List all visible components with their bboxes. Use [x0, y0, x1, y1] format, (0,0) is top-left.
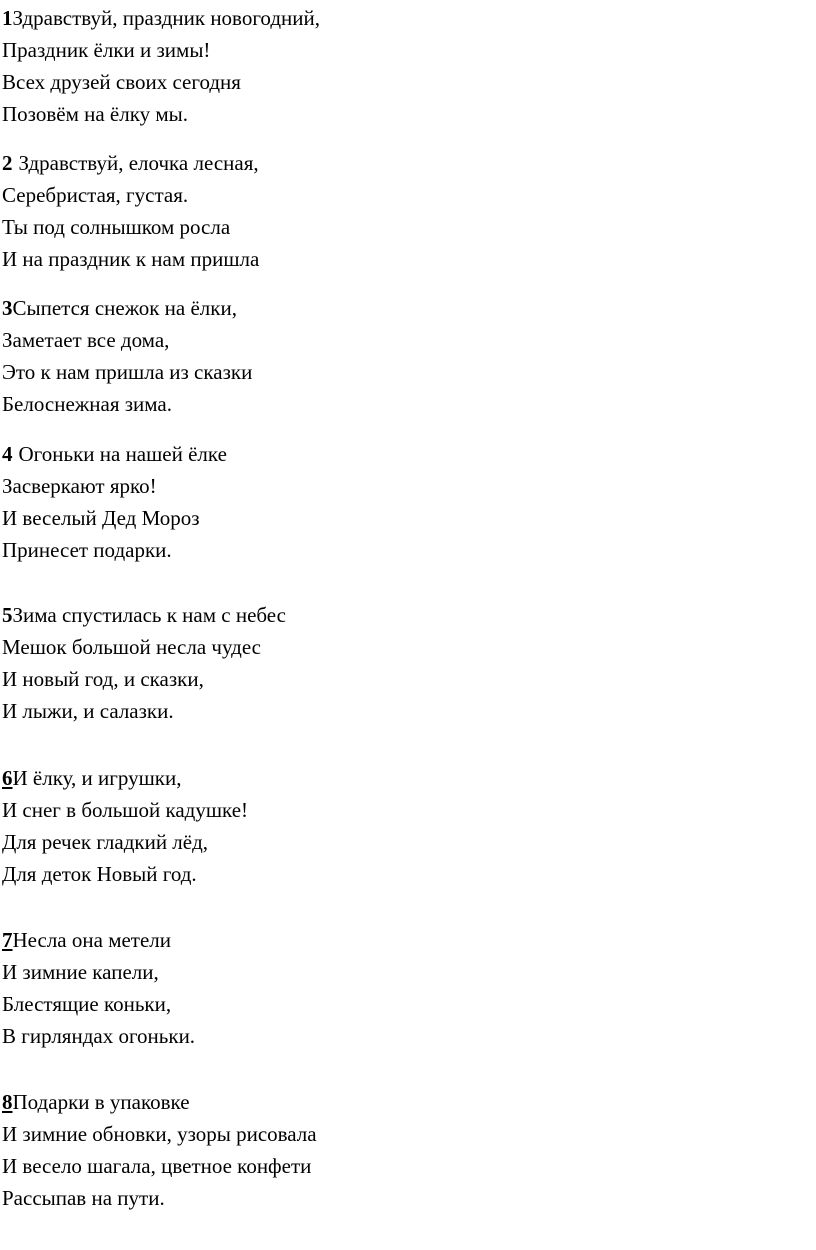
stanza-line: И лыжи, и салазки. — [2, 699, 174, 723]
stanza-line: Заметает все дома, — [2, 328, 170, 352]
stanza-4 — [2, 438, 802, 566]
stanza-line — [2, 292, 802, 324]
stanza-line: И зимние обновки, узоры рисовала — [2, 1122, 317, 1146]
stanza-number: 7 — [2, 928, 13, 952]
stanza-line: И зимние капели, — [2, 960, 159, 984]
stanza-number: 1 — [2, 6, 13, 30]
stanza-line: Блестящие коньки, — [2, 992, 172, 1016]
stanza-line: И снег в большой кадушке! — [2, 798, 249, 822]
stanza-1 — [2, 2, 802, 130]
stanza-line: Ты под солнышком росла — [2, 215, 231, 239]
stanza-6 — [2, 762, 802, 890]
stanza-line — [2, 2, 802, 34]
stanza-line — [2, 762, 802, 794]
stanza-line — [2, 924, 802, 956]
stanza-line — [2, 1086, 802, 1118]
stanza-number: 8 — [2, 1090, 13, 1114]
line-text: Сыпется снежок на ёлки, — [12, 296, 237, 320]
stanza-line: И на праздник к нам пришла — [2, 247, 260, 271]
stanza-number: 5 — [2, 603, 13, 627]
stanza-line — [2, 599, 802, 631]
stanza-line — [2, 147, 802, 179]
stanza-line: Принесет подарки. — [2, 538, 172, 562]
stanza-line: Серебристая, густая. — [2, 183, 189, 207]
line-text: Огоньки на нашей ёлке — [18, 442, 227, 466]
stanza-line: И весело шагала, цветное конфети — [2, 1154, 312, 1178]
stanza-line: Всех друзей своих сегодня — [2, 70, 241, 94]
stanza-line: И веселый Дед Мороз — [2, 506, 200, 530]
stanza-line: Засверкают ярко! — [2, 474, 157, 498]
stanza-5 — [2, 599, 802, 727]
stanza-line: Позовём на ёлку мы. — [2, 102, 189, 126]
stanza-line: Рассыпав на пути. — [2, 1186, 165, 1210]
stanza-line: Для деток Новый год. — [2, 862, 197, 886]
stanza-line: Мешок большой несла чудес — [2, 635, 262, 659]
line-text: И ёлку, и игрушки, — [12, 766, 182, 790]
stanza-number: 3 — [2, 296, 13, 320]
line-text: Несла она метели — [12, 928, 172, 952]
line-text: Здравствуй, праздник новогодний, — [12, 6, 320, 30]
stanza-line: Праздник ёлки и зимы! — [2, 38, 211, 62]
stanza-number: 2 — [2, 151, 13, 175]
line-text: Зима спустилась к нам с небес — [12, 603, 286, 627]
stanza-line: Белоснежная зима. — [2, 392, 172, 416]
stanza-number: 6 — [2, 766, 13, 790]
stanza-line — [2, 438, 802, 470]
stanza-line: И новый год, и сказки, — [2, 667, 204, 691]
stanza-7 — [2, 924, 802, 1052]
line-text: Здравствуй, елочка лесная, — [18, 151, 259, 175]
stanza-line: Это к нам пришла из сказки — [2, 360, 253, 384]
stanza-line: В гирляндах огоньки. — [2, 1024, 196, 1048]
stanza-line: Для речек гладкий лёд, — [2, 830, 209, 854]
stanza-2 — [2, 147, 802, 275]
stanza-number: 4 — [2, 442, 13, 466]
stanza-3 — [2, 292, 802, 420]
line-text: Подарки в упаковке — [12, 1090, 190, 1114]
stanza-8 — [2, 1086, 802, 1214]
